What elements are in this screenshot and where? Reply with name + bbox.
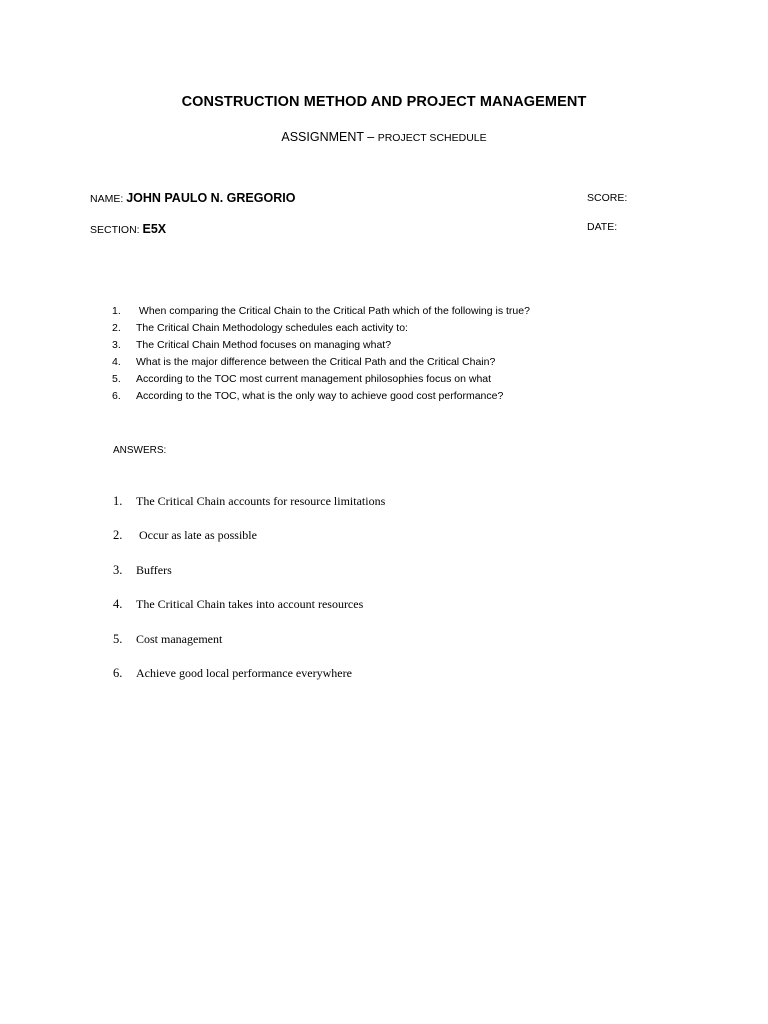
date-label: DATE: bbox=[587, 221, 618, 233]
answer-text: The Critical Chain accounts for resource limitations bbox=[136, 494, 386, 508]
question-item bbox=[112, 321, 530, 338]
subtitle-small: PROJECT SCHEDULE bbox=[377, 132, 487, 144]
question-number: 1. bbox=[112, 305, 121, 317]
answer-text: Cost management bbox=[136, 631, 223, 646]
question-number: 4. bbox=[112, 356, 121, 368]
question-text: The Critical Chain Method focuses on managing what? bbox=[136, 339, 392, 351]
name-label: NAME: bbox=[90, 193, 124, 205]
question-number: 6. bbox=[112, 390, 121, 402]
document-title: CONSTRUCTION METHOD AND PROJECT MANAGEMENT bbox=[181, 94, 587, 110]
name-field bbox=[90, 191, 295, 205]
section-label: SECTION: bbox=[90, 224, 140, 236]
question-text: According to the TOC, what is the only way to achieve good cost performance? bbox=[136, 390, 504, 402]
answers-list bbox=[113, 493, 385, 699]
name-value: JOHN PAULO N. GREGORIO bbox=[126, 191, 296, 205]
answer-number: 2. bbox=[113, 528, 123, 543]
answer-number: 5. bbox=[113, 631, 123, 646]
question-number: 3. bbox=[112, 339, 121, 351]
answers-label: ANSWERS: bbox=[113, 445, 167, 456]
answer-number: 4. bbox=[113, 597, 123, 612]
question-item bbox=[112, 355, 530, 372]
question-number: 2. bbox=[112, 322, 121, 334]
answer-item bbox=[113, 665, 385, 699]
subtitle-main: ASSIGNMENT – bbox=[281, 130, 375, 144]
answer-item bbox=[113, 631, 385, 665]
answer-item bbox=[113, 596, 385, 630]
question-item bbox=[112, 304, 530, 321]
answer-text: Achieve good local performance everywhere bbox=[136, 665, 352, 680]
question-item bbox=[112, 338, 530, 355]
answer-item bbox=[113, 527, 385, 561]
question-text: When comparing the Critical Chain to the Critical Path which of the following is true? bbox=[136, 305, 530, 317]
question-number: 5. bbox=[112, 373, 121, 385]
answer-item bbox=[113, 493, 385, 527]
question-text: According to the TOC most current management philosophies focus on what bbox=[136, 373, 492, 385]
answer-text: Occur as late as possible bbox=[136, 528, 257, 543]
document-subtitle bbox=[0, 130, 768, 144]
question-item bbox=[112, 389, 530, 406]
answer-text: The Critical Chain takes into account resources bbox=[136, 597, 364, 612]
question-text: What is the major difference between the Critical Path and the Critical Chain? bbox=[136, 356, 496, 368]
answer-number: 6. bbox=[113, 665, 123, 680]
answer-number: 3. bbox=[113, 562, 123, 577]
answer-text: Buffers bbox=[136, 562, 172, 577]
answer-item bbox=[113, 562, 385, 596]
section-field bbox=[90, 222, 166, 236]
questions-list bbox=[112, 304, 530, 406]
date-field bbox=[587, 221, 617, 233]
question-item bbox=[112, 372, 530, 389]
score-label: SCORE: bbox=[587, 192, 628, 204]
answer-number: 1. bbox=[113, 494, 123, 508]
score-field bbox=[587, 192, 627, 204]
question-text: The Critical Chain Methodology schedules each activity to: bbox=[136, 322, 408, 334]
section-value: E5X bbox=[142, 222, 167, 236]
